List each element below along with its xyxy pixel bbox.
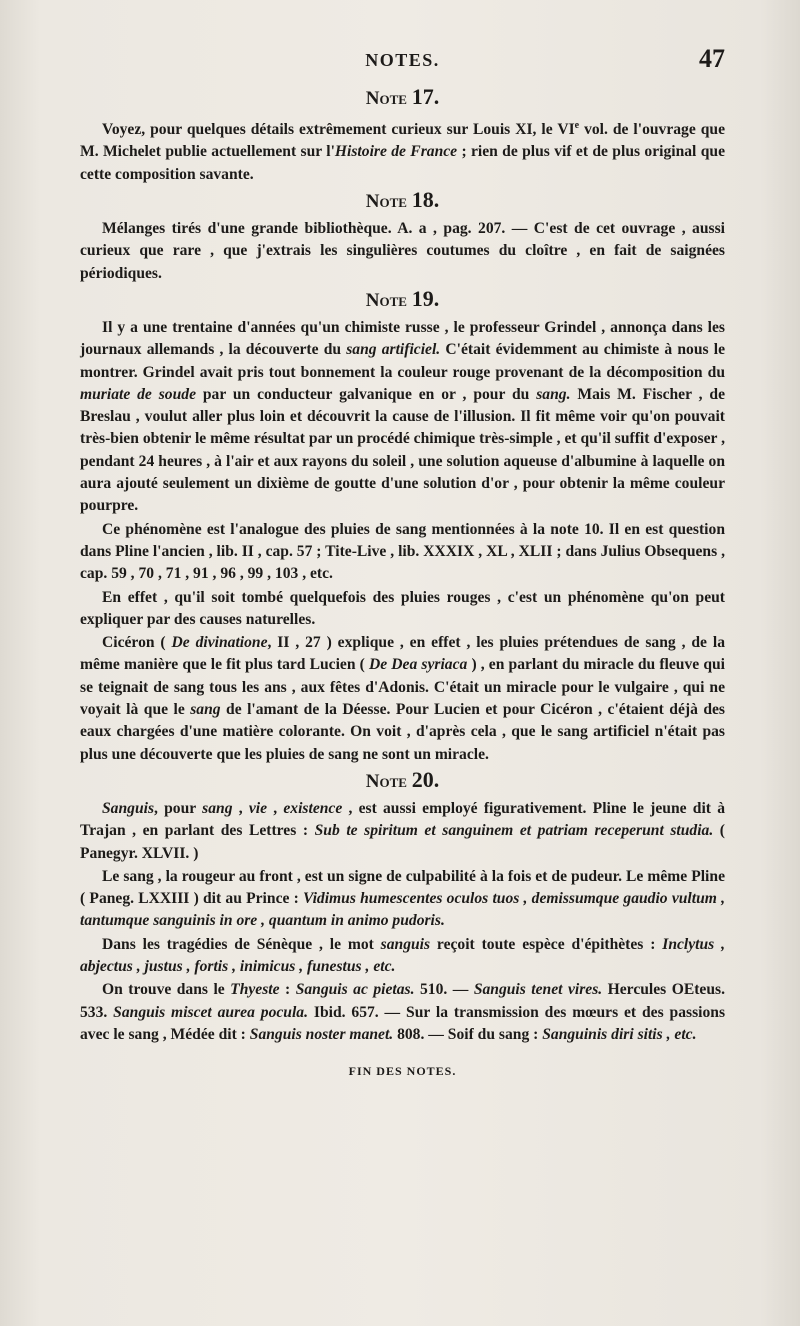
- note-label: Note: [365, 770, 407, 792]
- note-number: 19.: [411, 285, 440, 311]
- italic-text: Inclytus , abjectus , justus , fortis , inimicus , funestus , etc.: [80, 935, 725, 975]
- text-run: , est aussi employé figurativement. Pline le jeune dit à Trajan , en parlant des Lettres :: [80, 799, 725, 840]
- text-run: Mais M. Fischer , de Breslau , voulut aller plus loin et découvrit la cause de l'illusion. Il fit même voir qu'on pouvait très-bien obtenir le même résultat par un procédé chimique très-simple , et qu'il suffit d'exposer , pendant 24 heures , à l'air et aux rayons du soleil , une solution aqueuse d'albumine à laquelle on aura ajouté seulement un dixième de goutte d'une solution d'or , pour obtenir la même couleur pourpre.: [80, 385, 725, 515]
- italic-text: existence: [283, 799, 343, 817]
- italic-text: muriate de soude: [80, 385, 196, 403]
- text-run: ( Panegyr. XLVII. ): [80, 822, 726, 862]
- note-paragraph: [80, 934, 725, 979]
- note-paragraph: [80, 866, 725, 933]
- italic-text: De divinatione: [171, 634, 268, 652]
- note-heading: [80, 767, 725, 795]
- text-run: On trouve dans le: [102, 981, 231, 999]
- note-number: 17.: [411, 84, 440, 109]
- text-run: Ce phénomène est l'analogue des pluies de sang mentionnées à la note 10. Il en est question dans Pline l'ancien , lib. II , cap. 57 ; Tite-Live , lib. XXXIX , XL , XLII ; dans Julius Obsequens , cap. 59 , 70 , 71 , 91 , 96 , 99 , 103 , etc.: [80, 520, 725, 583]
- text-run: Dans les tragédies de Sénèque , le mot: [102, 935, 381, 953]
- italic-text: sang.: [536, 385, 571, 403]
- italic-text: De Dea syriaca: [368, 656, 468, 674]
- note-paragraph: [80, 632, 725, 766]
- italic-text: Sub te spiritum et sanguinem et patriam receperunt studia.: [314, 822, 714, 840]
- italic-text: Sanguis noster manet.: [249, 1025, 394, 1043]
- note-paragraph: [80, 979, 725, 1046]
- text-run: En effet , qu'il soit tombé quelquefois des pluies rouges , c'est un phénomène qu'on peut expliquer par des causes naturelles.: [80, 588, 725, 628]
- text-run: Le sang , la rougeur au front , est un signe de culpabilité à la fois et de pudeur. Le même Pline ( Paneg. LXXIII ) dit au Prince :: [80, 867, 725, 908]
- italic-text: Histoire de France: [334, 143, 458, 161]
- notes-body: [80, 84, 725, 1082]
- italic-text: sanguis: [380, 935, 431, 953]
- note-paragraph: [80, 317, 725, 518]
- text-run: 510. —: [414, 981, 474, 999]
- italic-text: sang: [190, 701, 221, 719]
- page-number: 47: [699, 44, 725, 73]
- italic-text: sang artificiel.: [346, 341, 441, 359]
- note-heading: [80, 187, 725, 215]
- note-label: Note: [365, 289, 407, 311]
- text-run: Cicéron (: [102, 634, 172, 652]
- text-run: 808. — Soif du sang :: [393, 1025, 543, 1043]
- text-run: par un conducteur galvanique en or , pour du: [196, 385, 537, 403]
- note-label: Note: [365, 191, 407, 213]
- italic-text: Sanguis ac pietas.: [295, 981, 415, 999]
- text-run: , II , 27 ) explique , en effet , les pluies prétendues de sang , de la même manière que le fit plus tard Lucien (: [80, 634, 725, 674]
- text-run: ,: [267, 799, 284, 817]
- note-label: Note: [365, 88, 407, 109]
- text-run: Il y a une trentaine d'années qu'un chimiste russe , le professeur Grindel , annonça dans les journaux allemands , la découverte du: [80, 318, 725, 359]
- note-paragraph: [80, 798, 725, 865]
- italic-text: Thyeste: [230, 981, 280, 999]
- italic-text: Sanguis miscet aurea pocula.: [113, 1003, 308, 1021]
- text-run: C'était évidemment au chimiste à nous le montrer. Grindel avait pris tout bonnement la couleur rouge provenant de la décomposition du: [80, 341, 725, 381]
- italic-text: Sanguis: [102, 799, 155, 817]
- text-run: Hercules OEteus. 533.: [80, 981, 725, 1021]
- italic-text: vie: [248, 799, 268, 817]
- running-head: [80, 44, 725, 76]
- italic-text: Sanguinis diri sitis , etc.: [542, 1025, 697, 1043]
- note-paragraph: [80, 115, 725, 186]
- note-heading: [80, 286, 725, 314]
- text-run: Voyez, pour quelques détails extrêmement curieux sur Louis XI, le VI: [102, 121, 575, 139]
- italic-text: Sanguis tenet vires.: [473, 981, 603, 999]
- note-number: 20.: [411, 766, 440, 792]
- end-of-notes: FIN DES NOTES.: [348, 1064, 457, 1079]
- italic-text: sang: [202, 799, 233, 817]
- text-run: , pour: [154, 799, 203, 817]
- text-run: ; rien de plus vif et de plus original que cette composition savante.: [80, 143, 726, 183]
- note-heading: [80, 84, 725, 112]
- note-paragraph: [80, 218, 725, 285]
- note-paragraph: [80, 587, 725, 632]
- italic-text: Vidimus humescentes oculos tuos , demissumque gaudio vultum , tantumque sanguinis in ore , quantum in animo pudoris.: [80, 890, 725, 930]
- text-run: reçoit toute espèce d'épithètes :: [430, 935, 663, 953]
- text-run: ,: [232, 799, 249, 817]
- text-run: Ibid. 657. — Sur la transmission des mœurs et des passions avec le sang , Médée dit :: [80, 1003, 726, 1043]
- running-title: NOTES.: [365, 50, 440, 70]
- text-run: de l'amant de la Déesse. Pour Lucien et pour Cicéron , c'étaient déjà des eaux chargées d'une matière colorante. On voit , d'après cela , que le sang artificiel n'était pas plus une découverte que les pluies de sang ne sont un miracle.: [80, 701, 725, 763]
- text-run: ) , en parlant du miracle du fleuve qui se teignait de sang tous les ans , aux fêtes d'Adonis. C'était un miracle pour le vulgaire , qui ne voyait là que le: [80, 656, 725, 719]
- text-run: Mélanges tirés d'une grande bibliothèque. A. a , pag. 207. — C'est de cet ouvrage , aussi curieux que rare , que j'extrais les singulières coutumes du cloître , en fait de saignées périodiques.: [80, 220, 725, 282]
- note-number: 18.: [411, 187, 440, 213]
- note-paragraph: [80, 519, 725, 586]
- text-run: e: [574, 120, 580, 131]
- text-run: vol. de l'ouvrage que M. Michelet publie actuellement sur l': [80, 121, 725, 161]
- text-run: :: [279, 981, 296, 999]
